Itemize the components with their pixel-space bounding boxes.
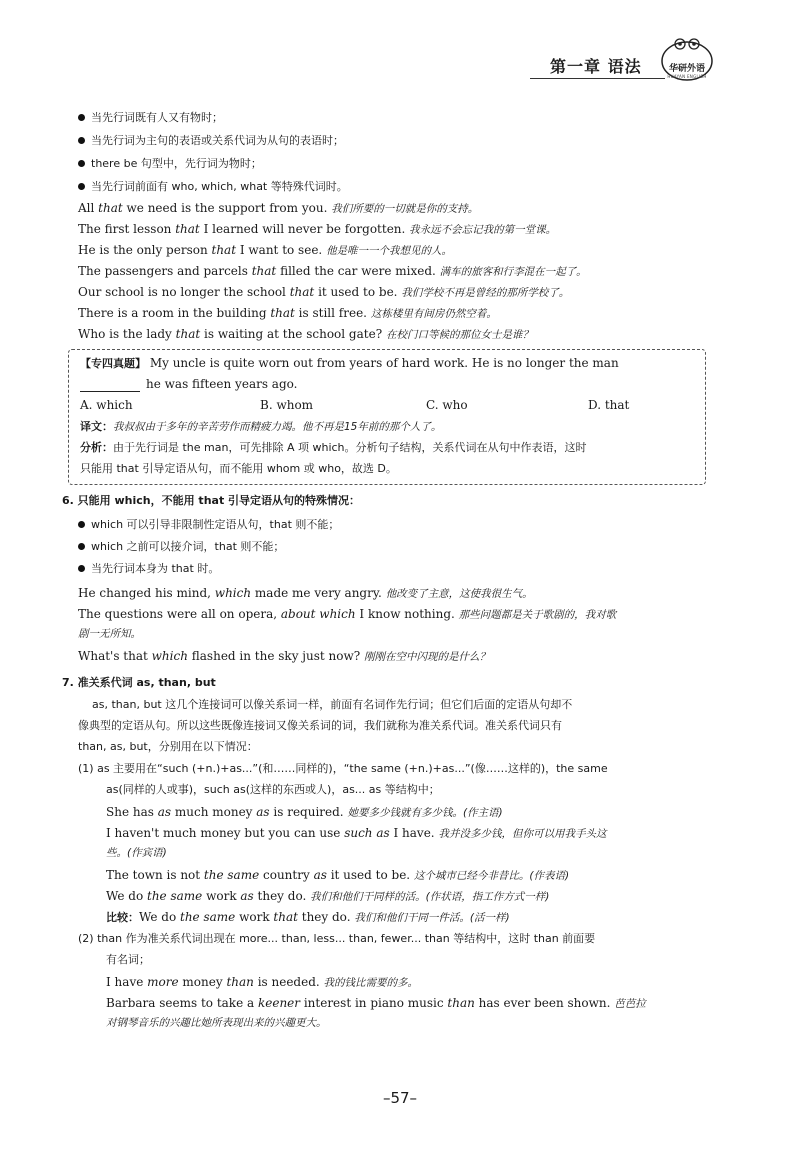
bullet-icon bbox=[78, 565, 85, 572]
example-sentence: We do the same work as they do. 我们和他们干同样的活。(作状语，指工作方式一样) bbox=[106, 889, 550, 903]
list-item: 当先行词本身为 that 时。 bbox=[78, 561, 219, 577]
translation: 译文：我叔叔由于多年的辛苦劳作而精疲力竭。他不再是15年前的那个人了。 bbox=[80, 420, 442, 433]
intro-text: than, as, but，分别用在以下情况： bbox=[78, 740, 258, 753]
section-heading: 7. 准关系代词 as, than, but bbox=[62, 676, 216, 689]
bullet-icon bbox=[78, 137, 85, 144]
logo-subtext: HUAYAN ENGLISH bbox=[667, 74, 707, 79]
example-sentence: The questions were all on opera, about which I know nothing. 那些问题都是关于歌剧的，我对歌 bbox=[78, 607, 617, 621]
example-sentence: I haven't much money but you can use such as I have. 我并没多少钱，但你可以用我手头这 bbox=[106, 826, 607, 840]
example-translation-cont: 剧一无所知。 bbox=[78, 628, 141, 640]
logo-text: 华研外语 bbox=[668, 64, 705, 74]
answer-blank bbox=[80, 379, 140, 392]
list-item: which 可以引导非限制性定语从句，that 则不能； bbox=[78, 517, 339, 533]
example-sentence: The first lesson that I learned will never be forgotten. 我永远不会忘记我的第一堂课。 bbox=[78, 222, 557, 236]
intro-text: as, than, but 这几个连接词可以像关系词一样，前面有名词作先行词；但它们后面的定语从句却不 bbox=[92, 698, 573, 711]
option-c: C. who bbox=[426, 398, 468, 412]
question-text-2: he was fifteen years ago. bbox=[80, 376, 297, 392]
option-b: B. whom bbox=[260, 398, 314, 412]
list-item: 当先行词既有人又有物时； bbox=[78, 110, 223, 126]
list-item: which 之前可以接介词，that 则不能； bbox=[78, 539, 284, 555]
example-sentence: He is the only person that I want to see. 他是唯一一个我想见的人。 bbox=[78, 243, 453, 257]
example-sentence: Who is the lady that is waiting at the school gate? 在校门口等候的那位女士是谁？ bbox=[78, 327, 533, 341]
analysis: 分析：由于先行词是 the man，可先排除 A 项 which。分析句子结构，关系代词在从句中作表语，这时 bbox=[80, 441, 587, 454]
example-sentence: All that we need is the support from you. 我们所要的一切就是你的支持。 bbox=[78, 201, 479, 215]
comparison-sentence: 比较：We do the same work that they do. 我们和他们干同一件活。(活一样) bbox=[106, 910, 510, 924]
section-heading: 6. 只能用 which，不能用 that 引导定语从句的特殊情况： bbox=[62, 494, 361, 507]
example-sentence: I have more money than is needed. 我的钱比需要的多。 bbox=[106, 975, 419, 989]
example-sentence: He changed his mind, which made me very angry. 他改变了主意，这使我很生气。 bbox=[78, 586, 533, 600]
list-item: 当先行词为主句的表语或关系代词为从句的表语时； bbox=[78, 133, 344, 149]
header-rule bbox=[530, 78, 665, 79]
bullet-icon bbox=[78, 114, 85, 121]
option-d: D. that bbox=[588, 398, 630, 412]
bullet-icon bbox=[78, 521, 85, 528]
example-sentence: The passengers and parcels that filled the car were mixed. 满车的旅客和行李混在一起了。 bbox=[78, 264, 587, 278]
example-sentence: She has as much money as is required. 她要多少钱就有多少钱。(作主语) bbox=[106, 805, 503, 819]
intro-text: 像典型的定语从句。所以这些既像连接词又像关系词的词，我们就称为准关系代词。准关系代词只有 bbox=[78, 719, 562, 732]
analysis-line-2: 只能用 that 引导定语从句，而不能用 whom 或 who，故选 D。 bbox=[80, 462, 397, 475]
bullet-icon bbox=[78, 543, 85, 550]
point-2-cont: 有名词； bbox=[106, 953, 150, 966]
bullet-icon bbox=[78, 160, 85, 167]
example-translation-cont: 些。(作宾语) bbox=[106, 847, 167, 859]
example-sentence: The town is not the same country as it used to be. 这个城市已经今非昔比。(作表语) bbox=[106, 868, 570, 882]
example-sentence: What's that which flashed in the sky just now? 刚刚在空中闪现的是什么？ bbox=[78, 649, 491, 663]
bullet-icon bbox=[78, 183, 85, 190]
option-a: A. which bbox=[80, 398, 133, 412]
list-item: 当先行词前面有 who, which, what 等特殊代词时。 bbox=[78, 179, 348, 195]
point-1: (1) as 主要用在“such (+n.)+as...”(和……同样的)，“the same (+n.)+as...”(像……这样的)，the same bbox=[78, 762, 608, 775]
page-number: –57– bbox=[382, 1089, 418, 1107]
point-2: (2) than 作为准关系代词出现在 more... than, less... than, fewer... than 等结构中，这时 than 前面要 bbox=[78, 932, 596, 945]
page-header bbox=[520, 44, 770, 84]
example-sentence: Our school is no longer the school that it used to be. 我们学校不再是曾经的那所学校了。 bbox=[78, 285, 570, 299]
chapter-title: 第一章 语法 bbox=[550, 57, 642, 76]
example-sentence: There is a room in the building that is still free. 这栋楼里有间房仍然空着。 bbox=[78, 306, 497, 320]
list-item: there be 句型中，先行词为物时； bbox=[78, 156, 262, 172]
example-sentence: Barbara seems to take a keener interest in piano music than has ever been shown. 芭芭拉 bbox=[106, 996, 646, 1010]
example-translation-cont: 对钢琴音乐的兴趣比她所表现出来的兴趣更大。 bbox=[106, 1017, 327, 1029]
question-text: 【专四真题】 My uncle is quite worn out from years of hard work. He is no longer the man bbox=[80, 356, 619, 370]
point-1-cont: as(同样的人或事)，such as(这样的东西或人)，as... as 等结构中； bbox=[106, 783, 440, 796]
